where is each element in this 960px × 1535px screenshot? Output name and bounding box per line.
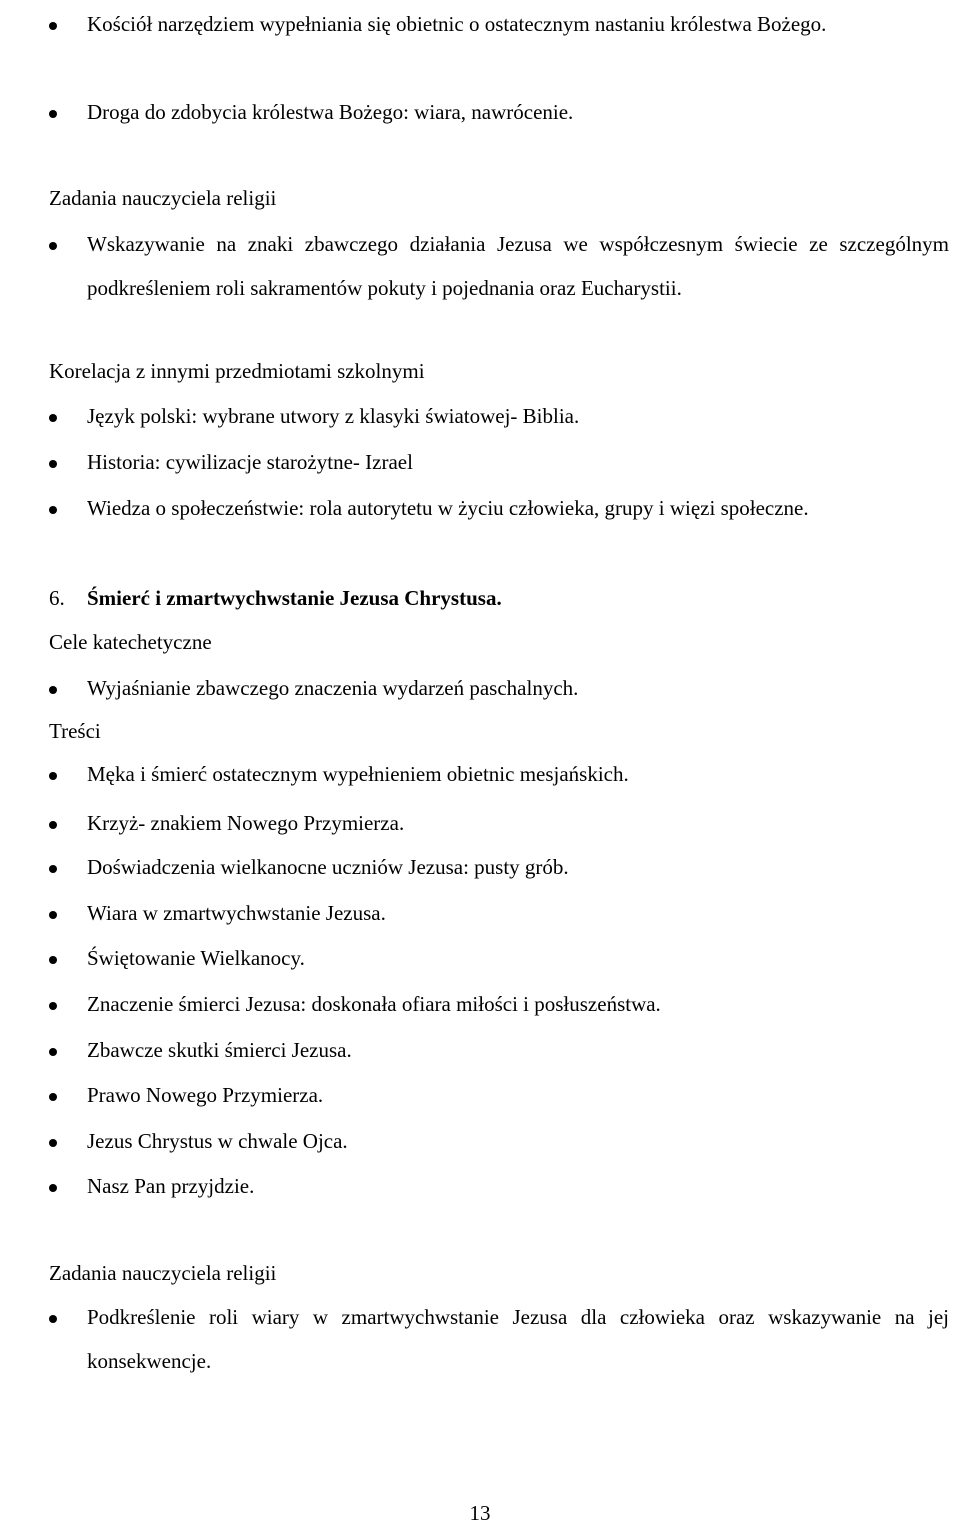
section-heading: Cele katechetyczne xyxy=(49,630,212,654)
bullet-text: Świętowanie Wielkanocy. xyxy=(87,946,305,970)
bullet-icon xyxy=(49,1315,57,1323)
bullet-text: Doświadczenia wielkanocne uczniów Jezusa: pusty grób. xyxy=(87,855,569,879)
bullet-text: Prawo Nowego Przymierza. xyxy=(87,1083,324,1107)
bullet-icon xyxy=(49,506,57,514)
bullet-text: Kościół narzędziem wypełniania się obietnic o ostatecznym nastaniu królestwa Bożego. xyxy=(87,12,827,36)
numbered-heading xyxy=(49,587,502,610)
bullet-icon xyxy=(49,1139,57,1147)
bullet-icon xyxy=(49,110,57,118)
bullet-icon xyxy=(49,865,57,873)
section-title: Śmierć i zmartwychwstanie Jezusa Chrystusa. xyxy=(87,586,502,610)
bullet-text: Zbawcze skutki śmierci Jezusa. xyxy=(87,1038,352,1062)
bullet-icon xyxy=(49,1048,57,1056)
bullet-icon xyxy=(49,911,57,919)
bullet-icon xyxy=(49,772,57,780)
page-number: 13 xyxy=(469,1501,491,1525)
bullet-icon xyxy=(49,1184,57,1192)
bullet-text: Wskazywanie na znaki zbawczego działania Jezusa we współczesnym świecie ze szczególnym podkreśleniem roli sakramentów pokuty i pojednania oraz Eucharystii. xyxy=(87,232,949,300)
bullet-text: Historia: cywilizacje starożytne- Izrael xyxy=(87,450,413,474)
bullet-icon xyxy=(49,460,57,468)
section-heading: Zadania nauczyciela religii xyxy=(49,186,277,210)
bullet-text: Wiedza o społeczeństwie: rola autorytetu w życiu człowieka, grupy i więzi społeczne. xyxy=(87,496,809,520)
bullet-text: Jezus Chrystus w chwale Ojca. xyxy=(87,1129,348,1153)
bullet-text: Wyjaśnianie zbawczego znaczenia wydarzeń paschalnych. xyxy=(87,676,579,700)
bullet-text: Droga do zdobycia królestwa Bożego: wiara, nawrócenie. xyxy=(87,100,574,124)
bullet-icon xyxy=(49,821,57,829)
bullet-text: Męka i śmierć ostatecznym wypełnieniem obietnic mesjańskich. xyxy=(87,762,629,786)
bullet-icon xyxy=(49,1002,57,1010)
section-heading: Zadania nauczyciela religii xyxy=(49,1261,277,1285)
bullet-icon xyxy=(49,1093,57,1101)
bullet-icon xyxy=(49,22,57,30)
bullet-text: Nasz Pan przyjdzie. xyxy=(87,1174,255,1198)
bullet-text: Podkreślenie roli wiary w zmartwychwstanie Jezusa dla człowieka oraz wskazywanie na jej konsekwencje. xyxy=(87,1305,949,1373)
bullet-text: Język polski: wybrane utwory z klasyki światowej- Biblia. xyxy=(87,404,580,428)
bullet-icon xyxy=(49,414,57,422)
bullet-text: Znaczenie śmierci Jezusa: doskonała ofiara miłości i posłuszeństwa. xyxy=(87,992,661,1016)
bullet-icon xyxy=(49,242,57,250)
bullet-text: Wiara w zmartwychwstanie Jezusa. xyxy=(87,901,386,925)
bullet-icon xyxy=(49,956,57,964)
bullet-text: Krzyż- znakiem Nowego Przymierza. xyxy=(87,811,405,835)
section-number: 6. xyxy=(49,586,65,610)
section-heading: Treści xyxy=(49,719,101,743)
section-heading: Korelacja z innymi przedmiotami szkolnymi xyxy=(49,359,425,383)
bullet-icon xyxy=(49,686,57,694)
